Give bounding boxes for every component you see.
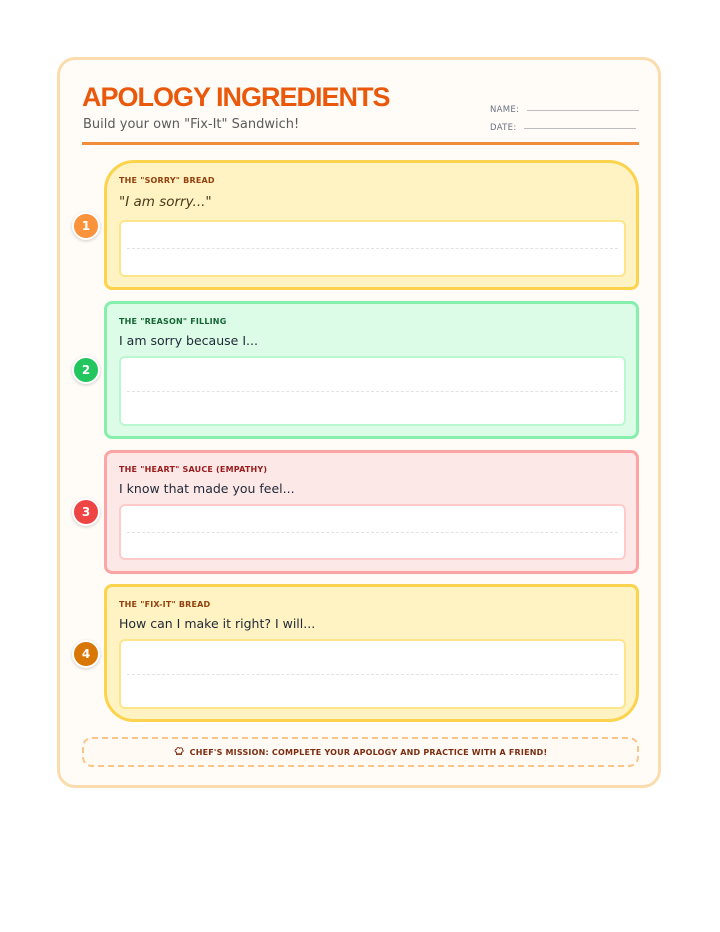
fix-it-answer-box[interactable] xyxy=(119,639,626,709)
chef-hat-icon xyxy=(174,746,184,759)
date-row xyxy=(490,123,636,133)
sorry-bread-card xyxy=(104,160,639,290)
writing-line xyxy=(127,391,618,392)
section-prompt: How can I make it right? I will... xyxy=(119,616,316,631)
section-label: THE "FIX-IT" BREAD xyxy=(119,600,211,609)
sorry-answer-box[interactable] xyxy=(119,220,626,277)
step-badge-3: 3 xyxy=(72,498,100,526)
date-field[interactable] xyxy=(524,128,636,129)
section-label: THE "HEART" SAUCE (EMPATHY) xyxy=(119,465,268,474)
header-divider xyxy=(82,142,639,145)
heart-sauce-card xyxy=(104,450,639,574)
step-badge-1: 1 xyxy=(72,212,100,240)
mission-text: CHEF'S MISSION: COMPLETE YOUR APOLOGY AND PRACTICE WITH A FRIEND! xyxy=(189,747,548,757)
name-row xyxy=(490,105,639,115)
page-subtitle: Build your own "Fix-It" Sandwich! xyxy=(83,117,300,132)
section-prompt: I am sorry because I... xyxy=(119,333,258,348)
date-label: DATE: xyxy=(490,123,517,133)
reason-filling-card xyxy=(104,301,639,439)
empathy-answer-box[interactable] xyxy=(119,504,626,560)
section-label: THE "REASON" FILLING xyxy=(119,317,227,326)
section-prompt: "I am sorry..." xyxy=(119,194,212,210)
fix-it-bread-card xyxy=(104,584,639,722)
writing-line xyxy=(127,674,618,675)
page-title: APOLOGY INGREDIENTS xyxy=(82,82,390,112)
step-badge-2: 2 xyxy=(72,356,100,384)
worksheet xyxy=(57,57,661,788)
writing-line xyxy=(127,532,618,533)
name-field[interactable] xyxy=(527,110,639,111)
section-prompt: I know that made you feel... xyxy=(119,481,295,496)
step-badge-4: 4 xyxy=(72,640,100,668)
writing-line xyxy=(127,248,618,249)
section-label: THE "SORRY" BREAD xyxy=(119,176,215,185)
reason-answer-box[interactable] xyxy=(119,356,626,426)
chef-mission-banner xyxy=(82,737,639,767)
name-label: NAME: xyxy=(490,105,520,115)
